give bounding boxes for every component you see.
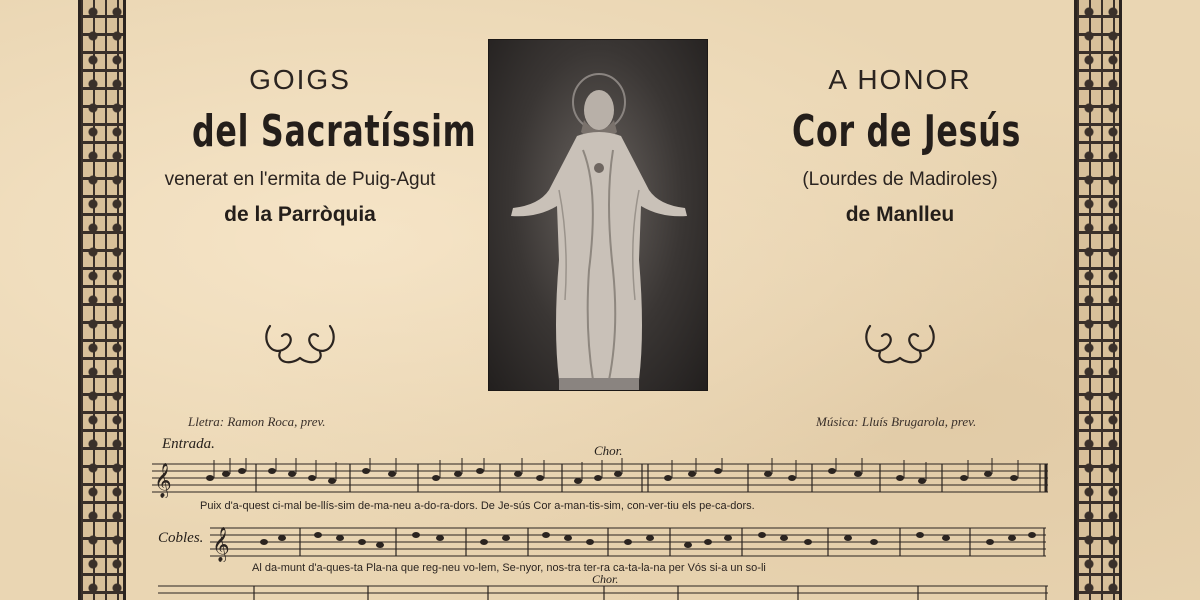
sacratissim-heading: del Sacratíssim <box>192 106 477 157</box>
venerat-line: venerat en l'ermita de Puig-Agut <box>164 169 436 190</box>
lyrics-credit: Lletra: Ramon Roca, prev. <box>188 414 326 429</box>
entrada-label: Entrada. <box>162 436 215 452</box>
right-title-block <box>750 64 1050 227</box>
manlleu-line: de Manlleu <box>845 203 955 226</box>
ornamental-border-left <box>78 0 126 600</box>
lourdes-line: (Lourdes de Madiroles) <box>802 169 998 190</box>
left-title-block <box>150 64 477 227</box>
flourish-ornament-left <box>262 318 338 368</box>
music-staff-1 <box>152 458 1050 498</box>
cobles-label: Cobles. <box>158 530 204 546</box>
music-staff-3 <box>158 584 1050 600</box>
statue-figure-image <box>489 40 708 391</box>
music-staff-2 <box>210 522 1050 562</box>
lyrics-line-1: Puix d'a-quest ci-mal be-llís-sim de-ma-neu a-do-ra-dors. De Je-sús Cor a-man-tis-sim, con-ver-tiu els pe-ca-dors. <box>200 500 755 512</box>
lyrics-line-2: Al da-munt d'a-ques-ta Pla-na que reg-neu vo-lem, Se-nyor, nos-tra ter-ra ca-ta-la-na per Vós si-a un so-li <box>252 562 766 574</box>
chorus-label: Chor. <box>594 443 623 458</box>
svg-text:𝄞: 𝄞 <box>154 463 172 498</box>
cor-de-jesus-heading: Cor de Jesús <box>792 106 1022 157</box>
chorus-label-2: Chor. <box>592 572 619 586</box>
svg-text:𝄞: 𝄞 <box>212 527 230 562</box>
a-honor-heading: A HONOR <box>828 64 972 95</box>
flourish-ornament-right <box>862 318 938 368</box>
sacred-heart-photo <box>488 39 708 391</box>
goigs-heading: GOIGS <box>249 64 351 95</box>
ornamental-border-right <box>1074 0 1122 600</box>
parroquia-line: de la Parròquia <box>224 203 376 226</box>
music-credit: Música: Lluís Brugarola, prev. <box>816 414 977 429</box>
